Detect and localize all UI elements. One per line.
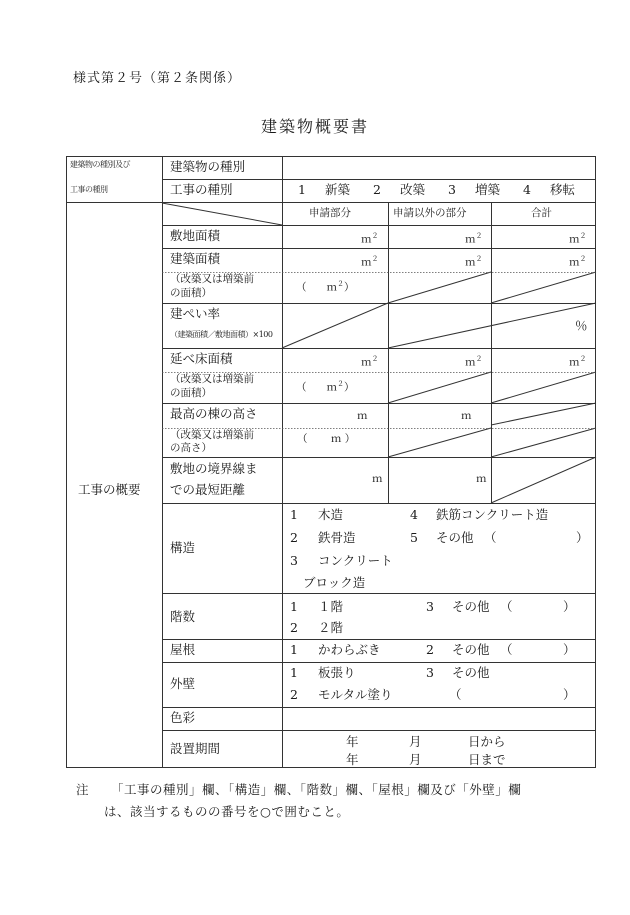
label-structure: 構造 [170,540,196,555]
label-before-1b: （改築又は増築前 [170,373,254,385]
structure-opt-2: 鉄骨造 [318,530,356,545]
floor-paren-close: ） [563,599,576,614]
roof-opt-2-num: 2 [426,642,434,657]
roof-opt-2: その他 [452,642,490,657]
exterior-opt-3: その他 [452,665,490,680]
work-opt-2-num: 2 [373,182,381,197]
col-applied: 申請部分 [309,207,351,219]
work-opt-3-num: 3 [448,182,456,197]
unit-before-area: （ ｍ$^2$） [296,280,355,294]
exterior-paren-close: ） [563,687,576,702]
period-year-2: 年 [346,752,359,767]
label-before-1c: （改築又は増築前 [170,429,254,441]
floor-paren-open: （ [500,599,513,614]
unit-sqm: ｍ$^2$ [465,355,483,369]
label-type-group-2: 工事の種別 [70,185,108,194]
exterior-paren-open: （ [449,687,462,702]
unit-sqm: ｍ$^2$ [569,355,587,369]
structure-opt-5-num: 5 [410,530,418,545]
label-work-type: 工事の種別 [170,182,233,197]
work-opt-1-num: 1 [298,182,306,197]
unit-m: ｍ [372,473,383,485]
label-height: 最高の棟の高さ [170,406,258,421]
label-overview: 工事の概要 [78,482,141,497]
floor-opt-1: １階 [318,599,344,614]
label-site-area: 敷地面積 [170,228,221,243]
unit-m: ｍ [357,410,368,422]
period-year-1: 年 [346,734,359,749]
period-to: 日まで [468,752,506,767]
note-line-1: 「工事の種別」欄、「構造」欄、「階数」欄、「屋根」欄及び「外壁」欄 [111,782,522,797]
floor-opt-2-num: 2 [290,620,298,635]
unit-m: ｍ [461,410,472,422]
floor-opt-1-num: 1 [290,599,298,614]
period-from: 日から [468,734,506,749]
label-color: 色彩 [170,710,196,725]
period-month-2: 月 [409,752,422,767]
roof-opt-1: かわらぶき [318,642,381,657]
floor-opt-3: その他 [452,599,490,614]
work-opt-3: 増築 [475,182,501,197]
label-roof: 屋根 [170,642,196,657]
col-total: 合計 [531,207,552,219]
label-before-1: （改築又は増築前 [170,273,254,285]
unit-before-floor: （ ｍ$^2$） [296,380,355,394]
label-boundary-1: 敷地の境界線ま [170,461,258,476]
floor-opt-2: ２階 [318,620,344,635]
label-coverage: 建ぺい率 [170,306,221,321]
label-building-type: 建築物の種別 [170,159,246,174]
unit-sqm: ｍ$^2$ [569,232,587,246]
label-type-group-1: 建築物の種別及び [70,160,130,169]
label-coverage-formula: （建築面積／敷地面積）×100 [170,330,273,339]
label-period: 設置期間 [170,741,221,756]
unit-sqm: ｍ$^2$ [361,232,379,246]
roof-opt-1-num: 1 [290,642,298,657]
label-exterior: 外壁 [170,676,196,691]
work-opt-2: 改築 [400,182,426,197]
unit-m: ｍ [476,473,487,485]
exterior-opt-1-num: 1 [290,665,298,680]
unit-before-height: （ ｍ ） [297,433,356,445]
structure-paren-close: ） [576,530,589,545]
label-before-area-2: の面積） [170,287,212,299]
document-title: 建築物概要書 [260,117,369,136]
roof-paren-close: ） [563,642,576,657]
note-label: 注 [76,782,90,797]
structure-opt-1: 木造 [318,507,344,522]
exterior-opt-2-num: 2 [290,687,298,702]
form-number: 様式第２号（第２条関係） [73,71,242,86]
label-boundary-2: での最短距離 [170,482,246,497]
unit-sqm: ｍ$^2$ [465,255,483,269]
label-building-area: 建築面積 [170,251,221,266]
work-opt-1: 新築 [325,182,351,197]
unit-sqm: ｍ$^2$ [361,255,379,269]
structure-opt-4: 鉄筋コンクリート造 [436,507,549,522]
note-line-2: は、該当するものの番号を○で囲むこと。 [104,804,350,819]
unit-sqm: ｍ$^2$ [569,255,587,269]
roof-paren-open: （ [500,642,513,657]
structure-paren-open: （ [484,530,497,545]
exterior-opt-1: 板張り [318,665,356,680]
unit-percent: ％ [575,318,588,333]
structure-opt-3-num: 3 [290,553,298,568]
label-floors: 階数 [170,609,196,624]
label-before-area-2b: の面積） [170,387,212,399]
structure-opt-3-cont: ブロック造 [303,575,366,590]
work-opt-4: 移転 [550,182,576,197]
label-floor-area: 延べ床面積 [170,351,233,366]
structure-opt-2-num: 2 [290,530,298,545]
structure-opt-1-num: 1 [290,507,298,522]
unit-sqm: ｍ$^2$ [465,232,483,246]
work-opt-4-num: 4 [523,182,531,197]
floor-opt-3-num: 3 [426,599,434,614]
period-month-1: 月 [409,734,422,749]
exterior-opt-2: モルタル塗り [318,687,393,702]
exterior-opt-3-num: 3 [426,665,434,680]
structure-opt-4-num: 4 [410,507,418,522]
structure-opt-3: コンクリート [318,553,393,568]
structure-opt-5: その他 [436,530,474,545]
unit-sqm: ｍ$^2$ [361,355,379,369]
label-before-height-2: の高さ） [170,442,212,454]
col-other: 申請以外の部分 [393,207,467,219]
